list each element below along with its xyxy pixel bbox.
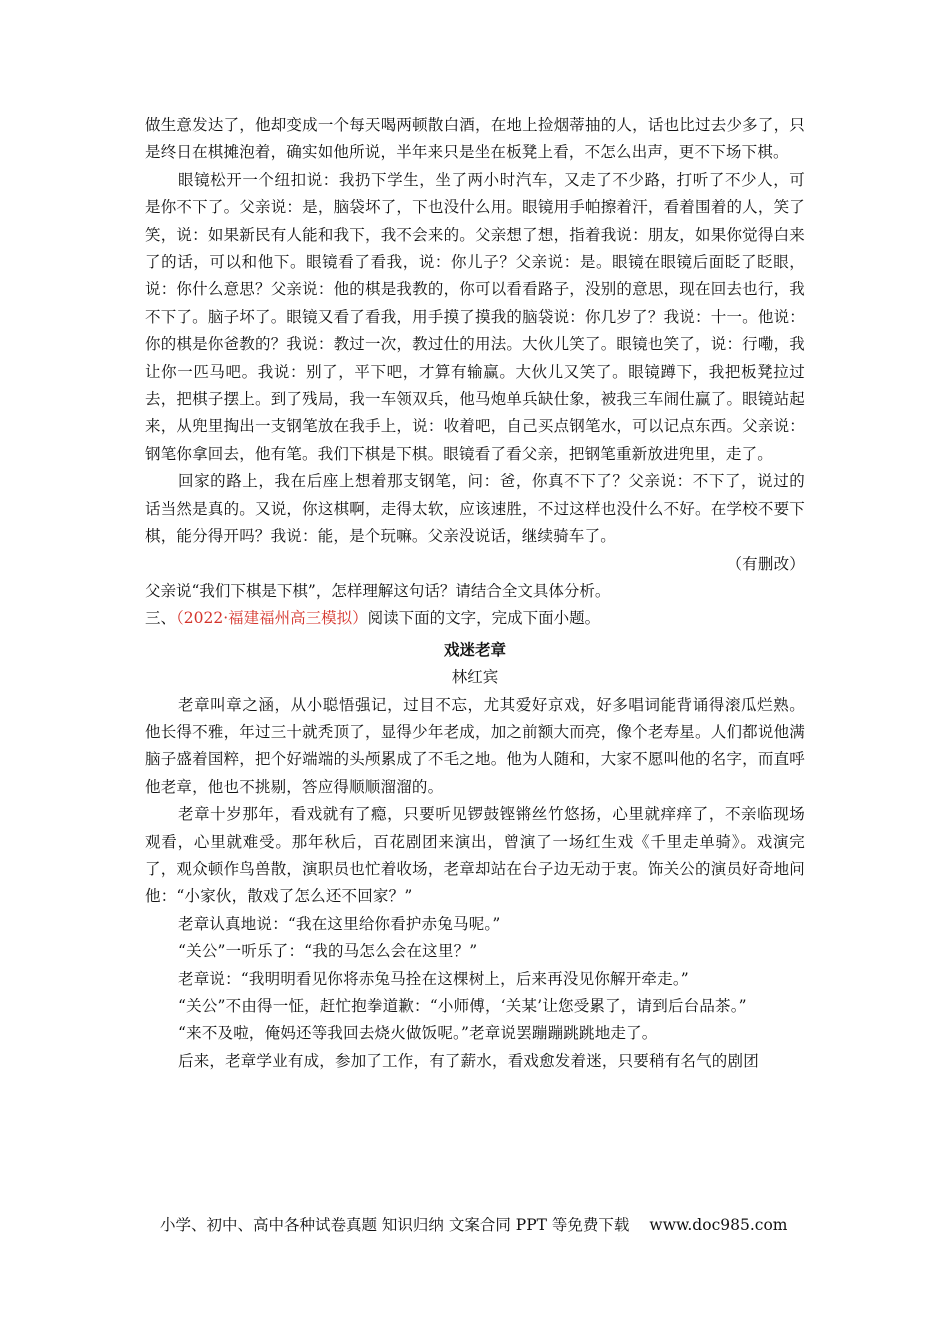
page-footer xyxy=(160,1214,800,1236)
abridged-note: （有删改） xyxy=(726,554,805,573)
passage2-paragraph-3: 老章认真地说：“我在这里给你看护赤兔马呢。” xyxy=(178,914,501,933)
passage2-paragraph-7: “来不及啦，俺妈还等我回去烧火做饭呢。”老章说罢蹦蹦跳跳地走了。 xyxy=(178,1024,658,1043)
article-title: 戏迷老章 xyxy=(443,640,506,659)
section-heading xyxy=(145,605,805,632)
article-author: 林红宾 xyxy=(451,668,499,687)
section-number: 三、 xyxy=(145,609,177,628)
passage1-paragraph-3: 回家的路上，我在后座上想着那支钢笔，问：爸，你真不下了？父亲说：不下了，说过的话当然是真的。又说，你这棋啊，走得太软，应该速胜，不过这样也没什么不好。在学校不要下棋，能分得开吗？我说：能，是个玩嘛。父亲没说话，继续骑车了。 xyxy=(145,472,805,546)
footer-text: 小学、初中、高中各种试卷真题 知识归纳 文案合同 PPT 等免费下载 xyxy=(160,1216,630,1234)
passage2-paragraph-4: “关公”一听乐了：“我的马怎么会在这里？” xyxy=(178,942,478,961)
document-body xyxy=(145,112,805,1075)
question-text: 父亲说“我们下棋是下棋”，怎样理解这句话？请结合全文具体分析。 xyxy=(145,581,611,600)
passage2-paragraph-5: 老章说：“我明明看见你将赤兔马拴在这棵树上，后来再没见你解开牵走。” xyxy=(178,969,689,988)
footer-url[interactable]: www.doc985.com xyxy=(649,1216,788,1234)
passage2-paragraph-2: 老章十岁那年，看戏就有了瘾，只要听见锣鼓铿锵丝竹悠扬，心里就痒痒了，不亲临现场观看，心里就难受。那年秋后，百花剧团来演出，曾演了一场红生戏《千里走单骑》。戏演完了，观众顿作鸟兽散，演职员也忙着收场，老章却站在台子边无动于衷。饰关公的演员好奇地问他：“小家伙，散戏了怎么还不回家？” xyxy=(145,805,805,906)
section-source: （2022·福建福州高三模拟） xyxy=(176,609,368,628)
passage1-paragraph-1: 做生意发达了，他却变成一个每天喝两顿散白酒，在地上捡烟蒂抽的人，话也比过去少多了，只是终日在棋摊泡着，确实如他所说，半年来只是坐在板凳上看，不怎么出声，更不下场下棋。 xyxy=(145,116,805,162)
passage2-paragraph-1: 老章叫章之涵，从小聪悟强记，过目不忘，尤其爱好京戏，好多唱词能背诵得滚瓜烂熟。他长得不雅，年过三十就秃顶了，显得少年老成，加之前额大而亮，像个老寿星。人们都说他满脑子盛着国粹，把个好端端的头颅累成了不毛之地。他为人随和，大家不愿叫他的名字，而直呼他老章，他也不挑剔，答应得顺顺溜溜的。 xyxy=(145,695,805,796)
passage2-paragraph-8: 后来，老章学业有成，参加了工作，有了薪水，看戏愈发着迷，只要稍有名气的剧团 xyxy=(178,1051,759,1070)
section-instruction: 阅读下面的文字，完成下面小题。 xyxy=(367,609,601,628)
passage2-paragraph-6: “关公”不由得一怔，赶忙抱拳道歉：“小师傅，‘关某’让您受累了，请到后台品茶。” xyxy=(178,997,747,1015)
passage1-paragraph-2: 眼镜松开一个纽扣说：我扔下学生，坐了两小时汽车，又走了不少路，打听了不少人，可是你不下了。父亲说：是，脑袋坏了，下也没什么用。眼镜用手帕擦着汗，看着围着的人，笑了笑，说：如果新民有人能和我下，我不会来的。父亲想了想，指着我说：朋友，如果你觉得白来了的话，可以和他下。眼镜看了看我，说：你儿子？父亲说：是。眼镜在眼镜后面眨了眨眼，说：你什么意思？父亲说：他的棋是我教的，你可以看看路子，没别的意思，现在回去也行，我不下了。脑子坏了。眼镜又看了看我，用手摸了摸我的脑袋说：你几岁了？我说：十一。他说：你的棋是你爸教的？我说：教过一次，教过仕的用法。大伙儿笑了。眼镜也笑了，说：行嘞，我让你一匹马吧。我说：别了，平下吧，才算有输赢。大伙儿又笑了。眼镜蹲下，我把板凳拉过去，把棋子摆上。到了残局，我一车领双兵，他马炮单兵缺仕象，被我三车闹仕赢了。眼镜站起来，从兜里掏出一支钢笔放在我手上，说：收着吧，自己买点钢笔水，可以记点东西。父亲说：钢笔你拿回去，他有笔。我们下棋是下棋。眼镜看了看父亲，把钢笔重新放进兜里，走了。 xyxy=(145,170,805,463)
